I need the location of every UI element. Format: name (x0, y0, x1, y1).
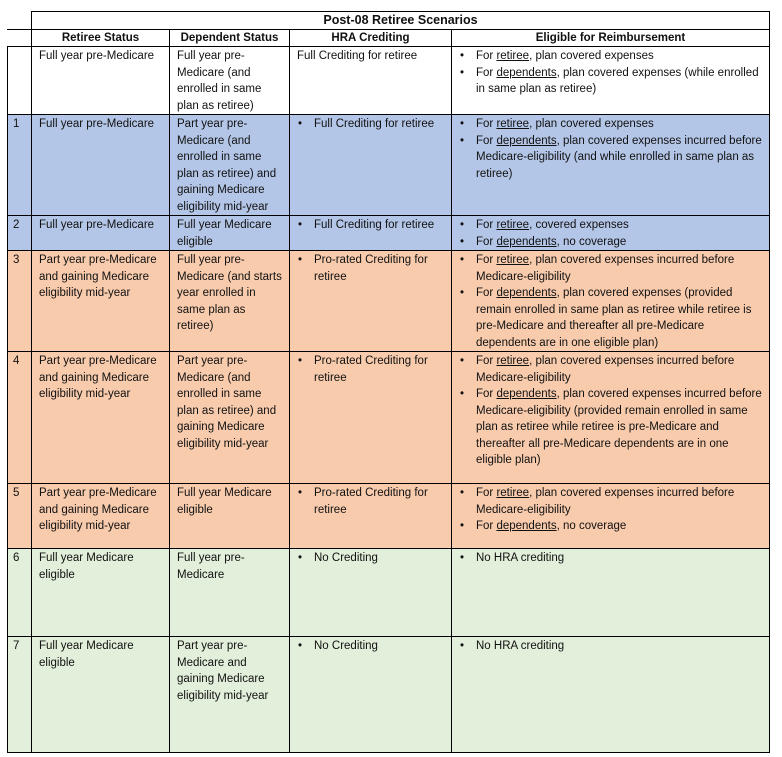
reimbursement-text: , plan covered expenses incurred before Medicare-eligibility (476, 355, 735, 384)
reimbursement-text: , plan covered expenses incurred before Medicare-eligibility (476, 487, 735, 516)
retiree-status-cell: Full year pre-Medicare (32, 115, 170, 216)
corner-cell (8, 12, 32, 30)
table-row (8, 216, 770, 251)
table-row (8, 484, 770, 549)
reimbursement-party: dependents (496, 134, 557, 147)
reimbursement-list (459, 252, 764, 351)
reimbursement-text: For (476, 66, 497, 79)
reimbursement-party: retiree (496, 219, 530, 231)
reimbursement-list (459, 217, 764, 250)
reimbursement-item (459, 116, 764, 133)
reimbursement-item (459, 353, 764, 386)
scenarios-table (7, 11, 770, 753)
reimbursement-text: For (476, 520, 497, 532)
dependent-status-cell: Full year Medicare eligible (170, 484, 290, 549)
reimbursement-text: For (476, 355, 497, 367)
reimbursement-text: For (476, 487, 497, 499)
reimbursement-cell (452, 637, 770, 753)
reimbursement-item (459, 638, 764, 655)
row-number: 2 (8, 216, 32, 251)
reimbursement-item (459, 48, 764, 65)
table-title: Post-08 Retiree Scenarios (32, 12, 770, 30)
crediting-list (297, 485, 446, 518)
crediting-text: Full Crediting for retiree (297, 50, 418, 62)
reimbursement-party: dependents (496, 388, 557, 400)
reimbursement-party: dependents (496, 66, 557, 79)
reimbursement-party: retiree (496, 50, 530, 62)
dependent-status-cell: Full year pre-Medicare (170, 549, 290, 637)
reimbursement-item (459, 234, 764, 251)
row-number: 6 (8, 549, 32, 637)
reimbursement-item (459, 133, 764, 183)
crediting-list (297, 550, 446, 567)
reimbursement-party: retiree (496, 118, 530, 130)
header-eligible-reimbursement: Eligible for Reimbursement (452, 30, 770, 47)
reimbursement-list (459, 353, 764, 469)
retiree-status-cell: Part year pre-Medicare and gaining Medicare eligibility mid-year (32, 251, 170, 352)
dependent-status-cell: Full year pre-Medicare (and enrolled in same plan as retiree) (170, 47, 290, 115)
reimbursement-text: , plan covered expenses (while enrolled in same plan as retiree) (476, 66, 759, 95)
crediting-list (297, 638, 446, 655)
reimbursement-cell (452, 549, 770, 637)
row-number: 7 (8, 637, 32, 753)
row-number: 1 (8, 115, 32, 216)
crediting-list (297, 252, 446, 285)
reimbursement-list (459, 116, 764, 182)
crediting-item: • Pro-rated Crediting for retiree (297, 485, 446, 518)
header-retiree-status: Retiree Status (32, 30, 170, 47)
reimbursement-text: No HRA crediting (476, 640, 565, 652)
reimbursement-text: For (476, 287, 497, 299)
reimbursement-list (459, 638, 764, 655)
reimbursement-cell (452, 484, 770, 549)
retiree-status-cell: Part year pre-Medicare and gaining Medicare eligibility mid-year (32, 484, 170, 549)
table-row (8, 47, 770, 115)
hra-crediting-cell (290, 484, 452, 549)
table-row (8, 549, 770, 637)
crediting-item: • Pro-rated Crediting for retiree (297, 353, 446, 386)
reimbursement-item (459, 550, 764, 567)
retiree-status-cell: Full year pre-Medicare (32, 47, 170, 115)
hra-crediting-cell (290, 637, 452, 753)
reimbursement-text: , no coverage (556, 235, 627, 248)
reimbursement-text: , plan covered expenses incurred before Medicare-eligibility (476, 254, 735, 283)
hra-crediting-cell (290, 115, 452, 216)
hra-crediting-cell (290, 216, 452, 251)
dependent-status-cell: Part year pre-Medicare (and enrolled in same plan as retiree) and gaining Medicare eligibility mid-year (170, 115, 290, 216)
reimbursement-cell (452, 216, 770, 251)
reimbursement-text: , plan covered expenses incurred before Medicare-eligibility (provided remain enrolled in same plan as retiree while retiree is pre-Medicare and thereafter all pre-Medicare dependents are in one eligible plan) (476, 388, 762, 466)
reimbursement-text: , plan covered expenses (529, 118, 654, 130)
header-hra-crediting: HRA Crediting (290, 30, 452, 47)
reimbursement-list (459, 550, 764, 567)
reimbursement-item (459, 485, 764, 518)
table-row (8, 251, 770, 352)
reimbursement-text: , no coverage (556, 520, 627, 532)
dependent-status-cell: Part year pre-Medicare (and enrolled in same plan as retiree) and gaining Medicare eligibility mid-year (170, 352, 290, 484)
reimbursement-party: dependents (496, 287, 557, 299)
reimbursement-text: For (476, 254, 497, 266)
reimbursement-text: , plan covered expenses (529, 50, 654, 62)
reimbursement-list (459, 485, 764, 535)
reimbursement-text: For (476, 219, 497, 231)
reimbursement-item (459, 386, 764, 469)
retiree-status-cell: Full year Medicare eligible (32, 549, 170, 637)
reimbursement-cell (452, 47, 770, 115)
hra-crediting-cell (290, 352, 452, 484)
scenarios-table-wrapper (7, 11, 770, 753)
retiree-status-cell: Full year Medicare eligible (32, 637, 170, 753)
reimbursement-party: dependents (496, 235, 557, 248)
crediting-item: • Full Crediting for retiree (297, 116, 446, 133)
table-row (8, 115, 770, 216)
crediting-item: • No Crediting (297, 638, 446, 655)
row-number (8, 47, 32, 115)
row-number: 3 (8, 251, 32, 352)
reimbursement-item (459, 217, 764, 234)
reimbursement-item (459, 252, 764, 285)
reimbursement-party: retiree (496, 254, 530, 266)
reimbursement-text: For (476, 235, 497, 248)
crediting-item: • Pro-rated Crediting for retiree (297, 252, 446, 285)
reimbursement-item (459, 285, 764, 351)
reimbursement-cell (452, 251, 770, 352)
reimbursement-party: retiree (496, 355, 530, 367)
crediting-list (297, 217, 446, 234)
crediting-item: • Full Crediting for retiree (297, 217, 446, 234)
header-dependent-status: Dependent Status (170, 30, 290, 47)
hra-crediting-cell (290, 47, 452, 115)
reimbursement-cell (452, 115, 770, 216)
reimbursement-party: dependents (496, 520, 557, 532)
dependent-status-cell: Part year pre-Medicare and gaining Medicare eligibility mid-year (170, 637, 290, 753)
reimbursement-text: For (476, 118, 497, 130)
reimbursement-text: No HRA crediting (476, 552, 565, 564)
reimbursement-text: , plan covered expenses (provided remain enrolled in same plan as retiree while retiree is pre-Medicare and thereafter all pre-Medicare dependents are in one eligible plan) (476, 287, 752, 349)
reimbursement-text: , plan covered expenses incurred before Medicare-eligibility (and while enrolled in same plan as retiree) (476, 134, 762, 180)
reimbursement-cell (452, 352, 770, 484)
reimbursement-party: retiree (496, 487, 530, 499)
table-row (8, 352, 770, 484)
retiree-status-cell: Full year pre-Medicare (32, 216, 170, 251)
row-number: 4 (8, 352, 32, 484)
hra-crediting-cell (290, 251, 452, 352)
table-row (8, 637, 770, 753)
crediting-item: • No Crediting (297, 550, 446, 567)
retiree-status-cell: Part year pre-Medicare and gaining Medicare eligibility mid-year (32, 352, 170, 484)
crediting-list (297, 116, 446, 133)
table-body (8, 47, 770, 753)
reimbursement-item (459, 518, 764, 535)
reimbursement-text: For (476, 134, 497, 147)
reimbursement-item (459, 65, 764, 98)
dependent-status-cell: Full year pre-Medicare (and starts year enrolled in same plan as retiree) (170, 251, 290, 352)
reimbursement-list (459, 48, 764, 98)
row-number: 5 (8, 484, 32, 549)
corner-cell-2 (8, 30, 32, 47)
crediting-list (297, 353, 446, 386)
reimbursement-text: For (476, 388, 497, 400)
reimbursement-text: , covered expenses (529, 219, 629, 231)
hra-crediting-cell (290, 549, 452, 637)
reimbursement-text: For (476, 50, 497, 62)
dependent-status-cell: Full year Medicare eligible (170, 216, 290, 251)
